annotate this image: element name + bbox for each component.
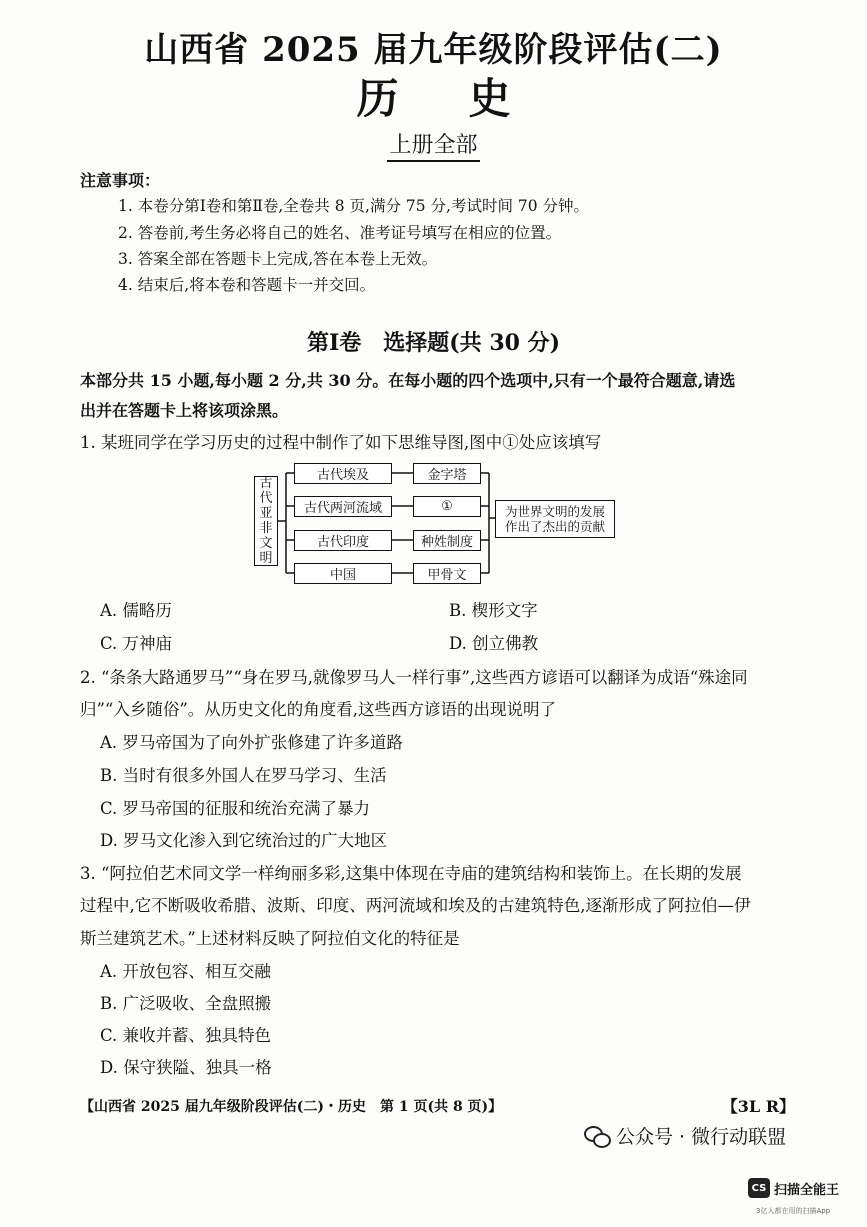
q2-option-d: D. 罗马文化渗入到它统治过的广大地区 <box>100 831 388 850</box>
page-footer: 【山西省 2025 届九年级阶段评估(二)・历史 第 1 页(共 8 页)】 <box>80 1099 503 1115</box>
q2-option-a: A. 罗马帝国为了向外扩张修建了许多道路 <box>100 733 403 752</box>
q1-option-a: A. 儒略历 <box>100 601 172 620</box>
diagram-conclusion-box: 为世界文明的发展 作出了杰出的贡献 <box>495 500 615 538</box>
q1-option-d: D. 创立佛教 <box>449 634 539 653</box>
notice-item: 2. 答卷前,考生务必将自己的姓名、准考证号填写在相应的位置。 <box>118 224 562 242</box>
q3-option-d: D. 保守狭隘、独具一格 <box>100 1058 272 1077</box>
section-title: 第Ⅰ卷 选择题(共 30 分) <box>306 330 561 356</box>
question-3-stem: 斯兰建筑艺术。”上述材料反映了阿拉伯文化的特征是 <box>80 929 460 948</box>
camscanner-logo-icon: CS <box>748 1178 770 1198</box>
subject-title: 历史 <box>356 74 581 123</box>
wechat-icon <box>584 1125 610 1147</box>
q2-option-c: C. 罗马帝国的征服和统治充满了暴力 <box>100 799 371 818</box>
notice-heading: 注意事项： <box>80 171 161 190</box>
q2-option-b: B. 当时有很多外国人在罗马学习、生活 <box>100 766 387 785</box>
diagram-blank-box: ① <box>413 496 481 517</box>
question-3-stem: 过程中,它不断吸收希腊、波斯、印度、两河流域和埃及的古建筑特色,逐渐形成了阿拉伯—伊 <box>80 896 751 915</box>
scanner-watermark: CS 扫描全能王 <box>748 1178 839 1198</box>
wechat-watermark: 公众号 · 微行动联盟 <box>584 1122 786 1149</box>
question-2-stem: 2. “条条大路通罗马”“身在罗马,就像罗马人一样行事”,这些西方谚语可以翻译为成语“殊途同 <box>80 668 748 687</box>
diagram-civilization-box: 古代埃及 <box>294 463 392 484</box>
diagram-civilization-box: 古代两河流域 <box>294 496 392 517</box>
exam-title: 山西省 2025 届九年级阶段评估(二) <box>144 30 723 70</box>
diagram-civilization-box: 中国 <box>294 563 392 584</box>
q3-option-b: B. 广泛吸收、全盘照搬 <box>100 994 272 1013</box>
notice-item: 4. 结束后,将本卷和答题卡一并交回。 <box>118 276 376 294</box>
diagram-achievement-box: 种姓制度 <box>413 530 481 551</box>
paper-code: 【3L R】 <box>721 1097 795 1116</box>
volume-label: 上册全部 <box>0 128 867 159</box>
question-1-stem: 1. 某班同学在学习历史的过程中制作了如下思维导图,图中①处应该填写 <box>80 433 602 452</box>
diagram-achievement-box: 金字塔 <box>413 463 481 484</box>
section-instructions: 出并在答题卡上将该项涂黑。 <box>80 401 289 420</box>
question-2-stem: 归”“入乡随俗”。从历史文化的角度看,这些西方谚语的出现说明了 <box>80 700 557 719</box>
section-instructions: 本部分共 15 小题,每小题 2 分,共 30 分。在每小题的四个选项中,只有一个最符合题意,请选 <box>80 371 736 390</box>
diagram-root-box: 古 代 亚 非 文 明 <box>254 476 278 566</box>
q1-option-c: C. 万神庙 <box>100 634 173 653</box>
notice-item: 1. 本卷分第Ⅰ卷和第Ⅱ卷,全卷共 8 页,满分 75 分,考试时间 70 分钟。 <box>118 197 590 215</box>
diagram-achievement-box: 甲骨文 <box>413 563 481 584</box>
question-3-stem: 3. “阿拉伯艺术同文学一样绚丽多彩,这集中体现在寺庙的建筑结构和装饰上。在长期的发展 <box>80 864 742 883</box>
q3-option-a: A. 开放包容、相互交融 <box>100 962 271 981</box>
q1-option-b: B. 楔形文字 <box>449 601 538 620</box>
scanner-tagline: 3亿人都在用的扫描App <box>756 1207 831 1215</box>
diagram-civilization-box: 古代印度 <box>294 530 392 551</box>
q3-option-c: C. 兼收并蓄、独具特色 <box>100 1026 272 1045</box>
notice-item: 3. 答案全部在答题卡上完成,答在本卷上无效。 <box>118 250 438 268</box>
